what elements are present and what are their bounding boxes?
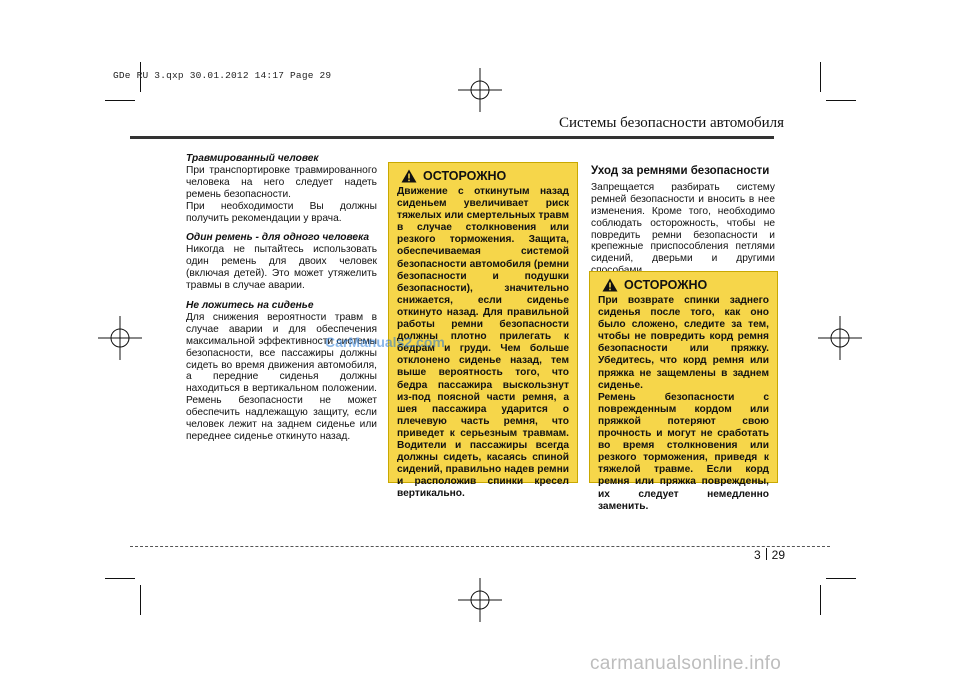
subheading-injured-person: Травмированный человек	[186, 153, 319, 164]
registration-mark-right-icon	[816, 314, 864, 362]
heading-belt-care: Уход за ремнями безопасности	[591, 165, 770, 177]
crop-mark-bottom-right-h	[826, 578, 856, 579]
warning-box-reclined-seat	[388, 162, 578, 500]
warning-triangle-icon	[602, 278, 618, 292]
warning-triangle-icon	[401, 169, 417, 183]
paragraph-belt-care: Запрещается разбирать систему ремней безопасности и вносить в нее изменения. Кроме того, необходимо соблюдать осторожность, чтобы не повредить ремни безопасности и крепежные приспособления петлями сидений, дверьми и другими	[591, 181, 775, 265]
page-number	[754, 548, 785, 562]
warning-text-rear-seat-return: При возврате спинки заднего сиденья после того, как оно было сложено, следите за тем, чтобы не повредить корд ремня безопасности или пряжку. Убедитесь, что корд ремня или пряжка не защемлены в заднем сиденье.	[598, 295, 769, 391]
section-title: Системы безопасности автомобиля	[558, 115, 784, 131]
chapter-number: 3	[753, 548, 761, 562]
print-slug: GDe RU 3.qxp 30.01.2012 14:17 Page 29	[113, 70, 332, 81]
warning-title: ОСТОРОЖНО	[624, 277, 708, 292]
warning-text: Движение с откинутым назад сиденьем увеличивает риск тяжелых или смертельных травм в случае столкновения или резкого торможения. Защита, обеспечиваемая системой безопасности автомобиля (ремни безопасности и подушки безопасности), значительно снижается, если сиденье откинуто назад. Для правильной работы ремни безопасности должны плотно прилегать к бедрам и груди. Чем больше отклонено сиденье назад, тем выше вероятность того, что бедра пассажира выскользнут из-под поясной части ремня, а шея пассажира ударится о плечевую часть ремня, что приведет к серьезным травмам. Водители и пассажиры всегда должны сидеть, касаясь спиной сидений, правильно надев ремни и расположив спинки кресел вертикально.	[397, 186, 569, 500]
left-column	[186, 153, 377, 443]
registration-mark-bottom-icon	[456, 576, 504, 624]
warning-title: ОСТОРОЖНО	[423, 168, 507, 183]
footer-dashed-rule	[130, 546, 830, 547]
crop-mark-top-right-v	[820, 62, 821, 92]
warning-text-damaged-belt: Ремень безопасности с поврежденным кордом или пряжкой потеряют свою прочность и могут не сработать во время столкновения или резкого торможения, приведя к тяжелой травме. Если корд ремня или пряжка повреждены, их следует немедленно заменить.	[598, 391, 769, 512]
registration-mark-left-icon	[96, 314, 144, 362]
watermark: CarManuals2.com	[325, 334, 445, 350]
registration-mark-top-icon	[456, 66, 504, 114]
paragraph-do-not-lie: Для снижения вероятности травм в случае аварии и для обеспечения максимальной эффективности системы безопасности, все пассажиры должны сидеть во время движения автомобиля, а передние сиденья должны находиться в вертикальном положении. Ремень безопасности не может обеспечить надлежащую защиту, если человек лежит на заднем сиденье или переднее сиденье откинуто назад.	[186, 311, 377, 442]
crop-mark-bottom-left-h	[105, 578, 135, 579]
warning-box-rear-seat	[589, 271, 778, 512]
crop-mark-bottom-right-v	[820, 585, 821, 615]
warning-header	[602, 278, 769, 292]
crop-mark-top-right-h	[826, 100, 856, 101]
crop-mark-bottom-left-v	[140, 585, 141, 615]
crop-mark-top-left-h	[105, 100, 135, 101]
paragraph-injured-doctor: При необходимости Вы должны получить рекомендации у врача.	[186, 200, 377, 224]
footer-site-watermark: carmanualsonline.info	[590, 653, 782, 674]
subheading-one-belt: Один ремень - для одного человека	[186, 232, 370, 244]
page-number-value: 29	[771, 548, 785, 562]
warning-header	[401, 169, 569, 183]
paragraph-injured-transport: При транспортировке травмированного человека на него следует надеть ремень безопасности.	[186, 164, 377, 200]
paragraph-one-belt: Никогда не пытайтесь использовать один ремень для двоих человек (включая детей). Это может утяжелить травмы в случае аварии.	[186, 244, 377, 292]
header-rule	[130, 136, 774, 139]
subheading-do-not-lie: Не ложитесь на сиденье	[186, 299, 314, 311]
right-column	[591, 166, 775, 277]
